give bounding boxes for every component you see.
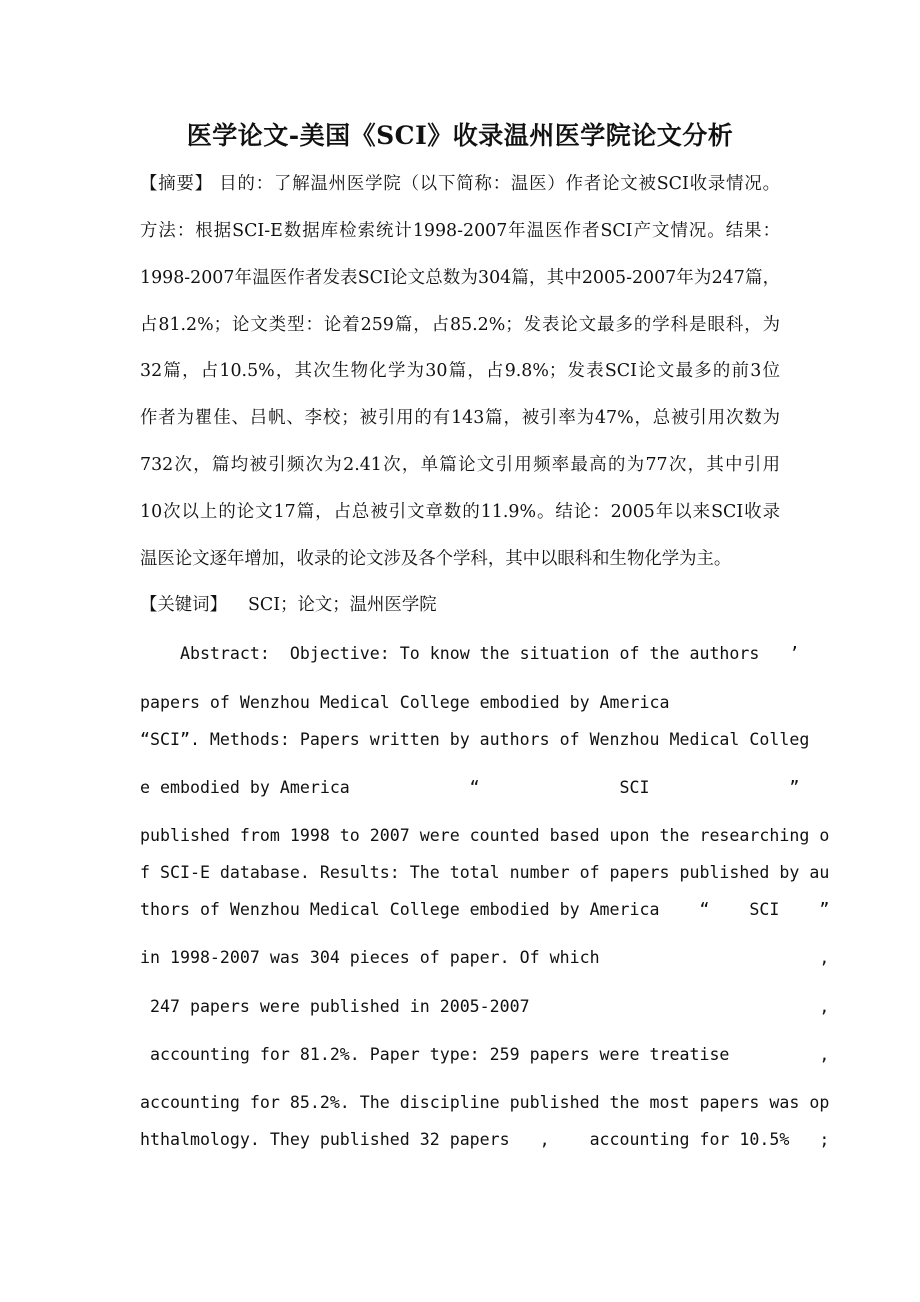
abstract-cn-line: 1998-2007年温医作者发表SCI论文总数为304篇，其中2005-2007年为247篇， <box>140 268 780 288</box>
keywords-line <box>140 593 780 617</box>
abstract-cn-line: 作者为瞿佳、吕帆、李校；被引用的有143篇，被引率为47%，总被引用次数为 <box>140 408 780 428</box>
keywords-value: SCI；论文；温州医学院 <box>248 595 437 615</box>
abstract-cn-line: 32篇，占10.5%，其次生物化学为30篇，占9.8%；发表SCI论文最多的前3位 <box>140 361 780 381</box>
abstract-en-line: e embodied by America “ SCI ” <box>140 778 800 797</box>
abstract-en-line: accounting for 81.2%. Paper type: 259 papers were treatise , <box>140 1045 830 1064</box>
abstract-cn-line: 方法：根据SCI-E数据库检索统计1998-2007年温医作者SCI产文情况。结果： <box>140 221 780 241</box>
abstract-en-line: f SCI-E database. Results: The total number of papers published by au <box>140 863 830 882</box>
abstract-en-line: published from 1998 to 2007 were counted based upon the researching o <box>140 826 830 845</box>
abstract-cn-line: 温医论文逐年增加，收录的论文涉及各个学科，其中以眼科和生物化学为主。 <box>140 549 732 569</box>
abstract-cn-line: 【摘要】 目的：了解温州医学院（以下简称：温医）作者论文被SCI收录情况。 <box>140 174 780 194</box>
abstract-en-line: thors of Wenzhou Medical College embodied by America “ SCI ” <box>140 900 830 919</box>
abstract-en-line: hthalmology. They published 32 papers , accounting for 10.5% ; <box>140 1130 830 1149</box>
abstract-en-line: “SCI”. Methods: Papers written by authors of Wenzhou Medical Colleg <box>140 730 810 749</box>
page-title: 医学论文-美国《SCI》收录温州医学院论文分析 <box>186 121 734 150</box>
keywords-label: 【关键词】 <box>140 595 227 615</box>
abstract-cn-line: 占81.2%；论文类型：论着259篇，占85.2%；发表论文最多的学科是眼科，为 <box>140 315 780 335</box>
abstract-en-line: 247 papers were published in 2005-2007 , <box>140 997 830 1016</box>
abstract-en-line: papers of Wenzhou Medical College embodied by America <box>140 693 670 712</box>
abstract-en-line: Abstract: Objective: To know the situation of the authors ’ <box>140 644 800 663</box>
abstract-cn-line: 10次以上的论文17篇，占总被引文章数的11.9%。结论：2005年以来SCI收录 <box>140 502 780 522</box>
abstract-en-line: accounting for 85.2%. The discipline published the most papers was op <box>140 1093 830 1112</box>
abstract-en-line: in 1998-2007 was 304 pieces of paper. Of which , <box>140 948 830 967</box>
abstract-cn-line: 732次，篇均被引频次为2.41次，单篇论文引用频率最高的为77次，其中引用 <box>140 455 780 475</box>
